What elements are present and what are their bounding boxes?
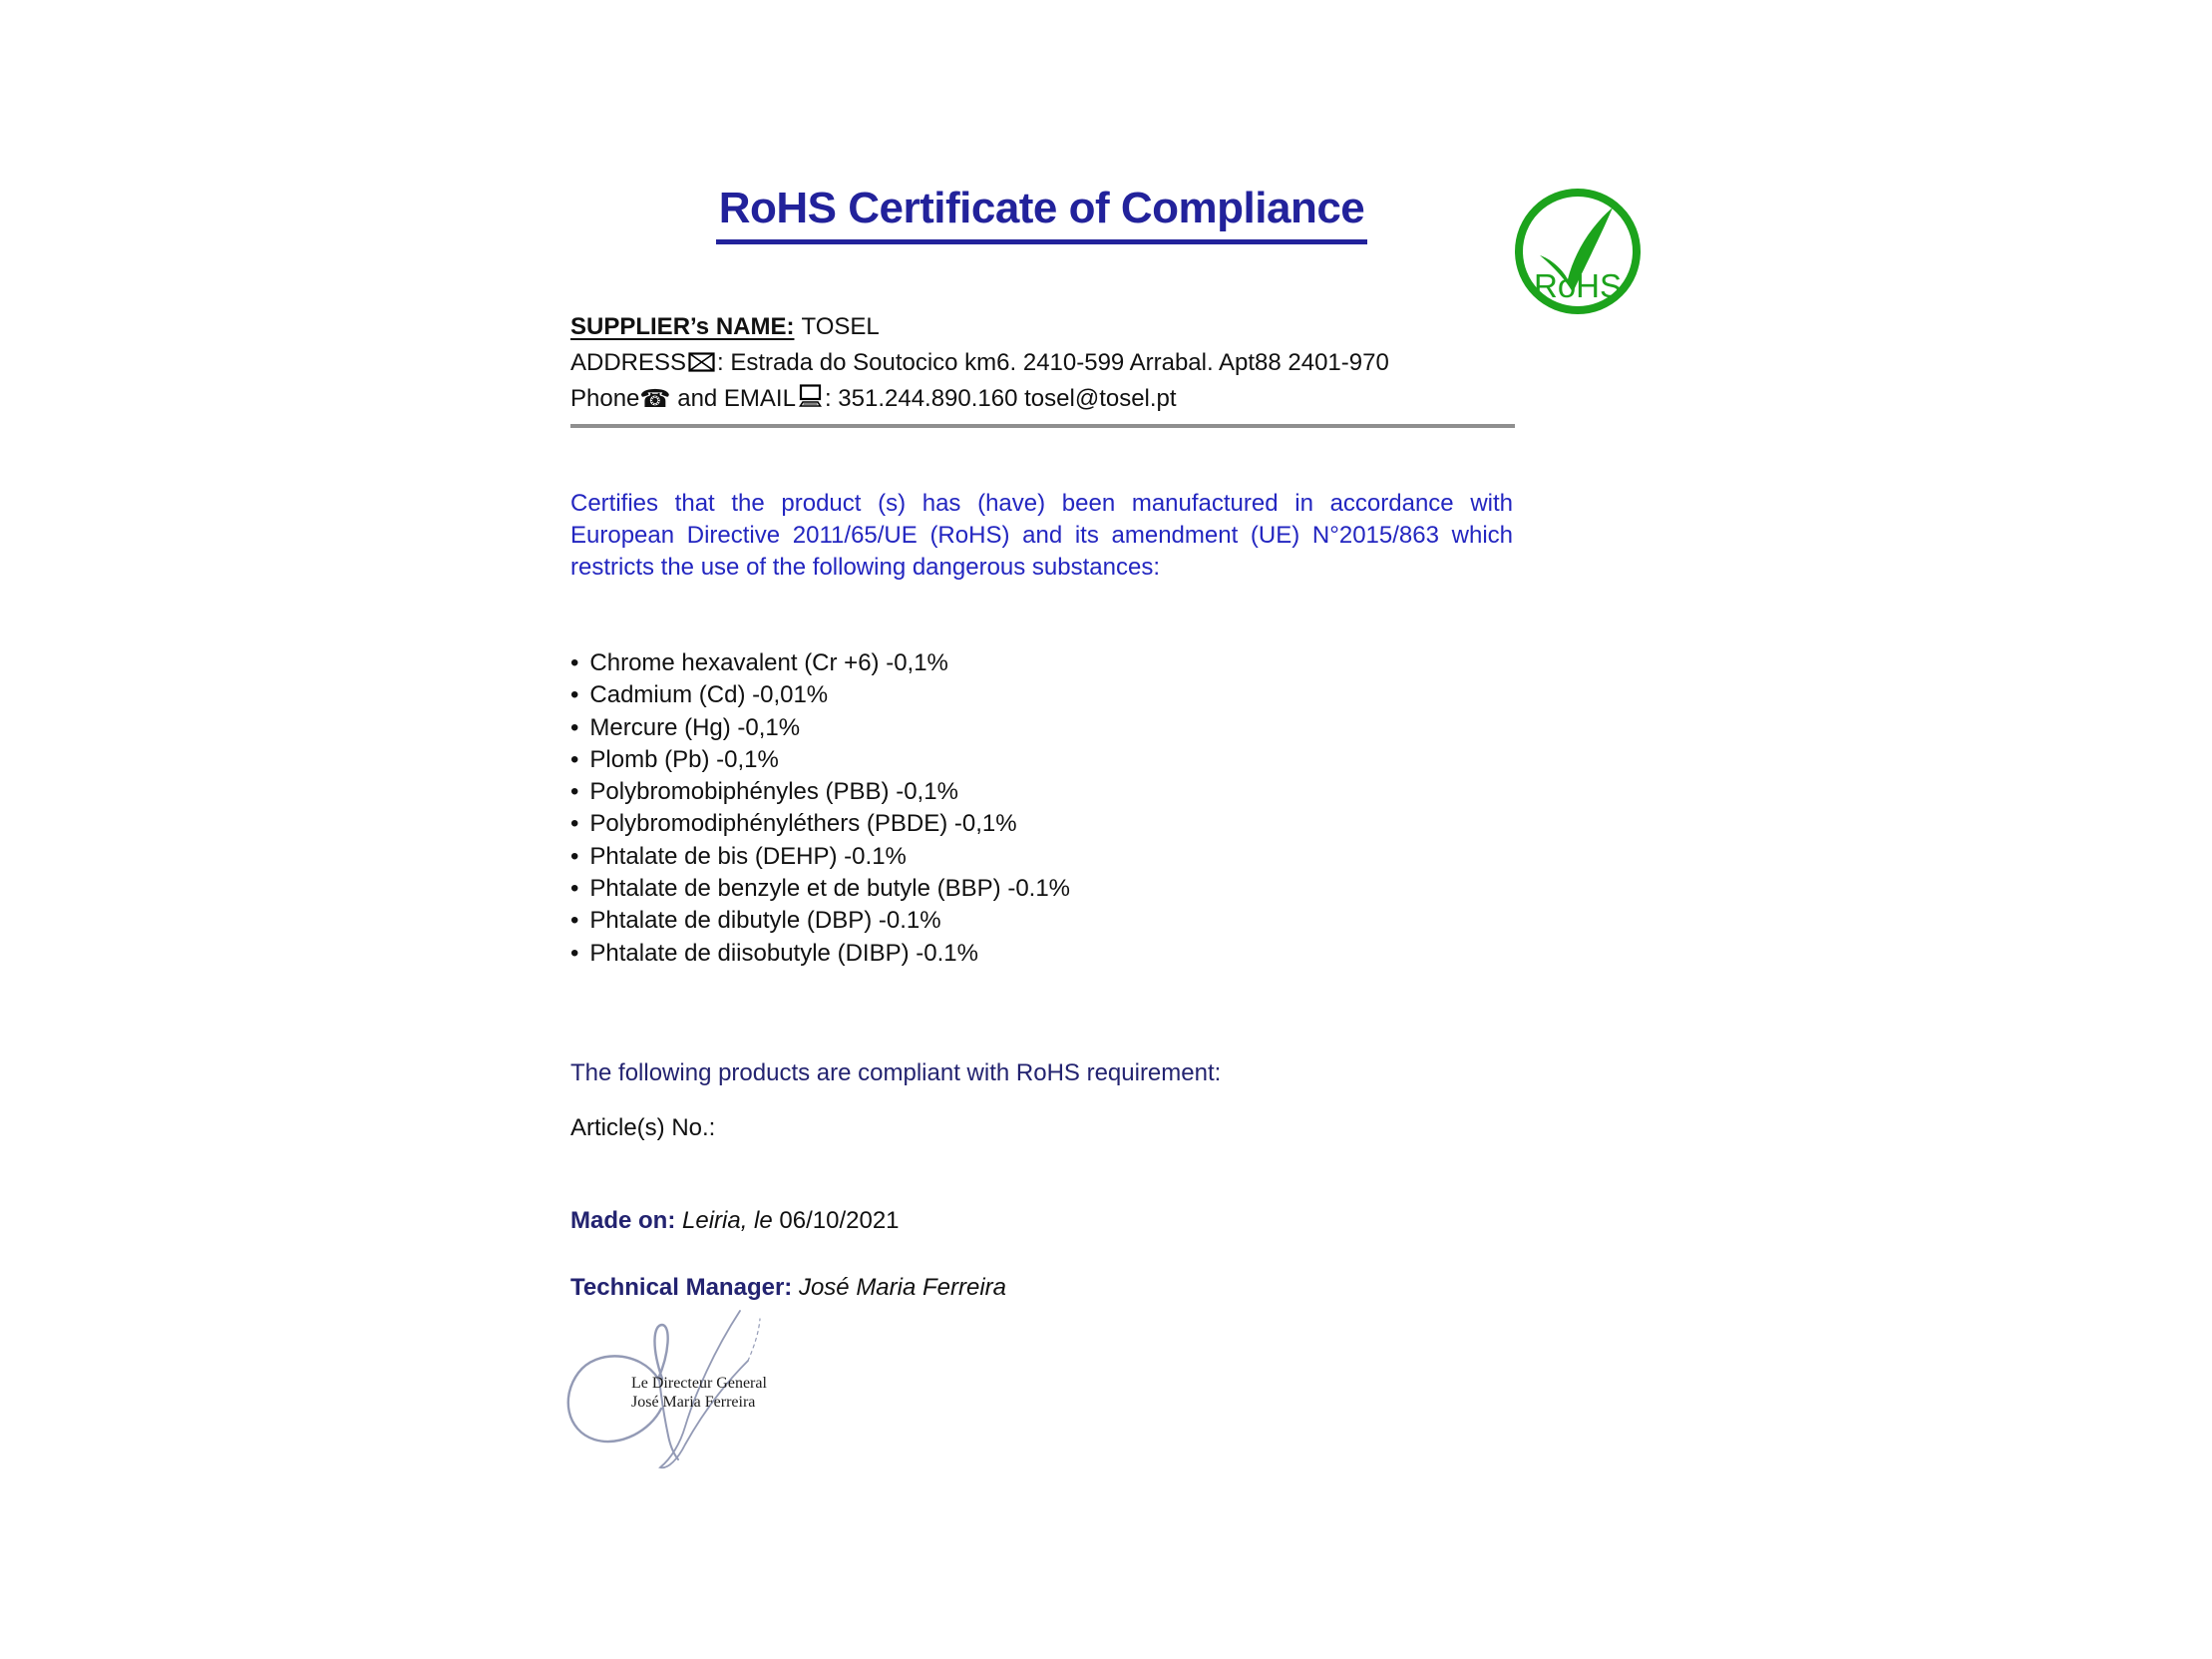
substance-item: • Phtalate de diisobutyle (DIBP) -0.1% bbox=[570, 938, 1513, 970]
substance-item: • Polybromodiphényléthers (PBDE) -0,1% bbox=[570, 808, 1513, 840]
certification-line: European Directive 2011/65/UE (RoHS) and its amendment (UE) N°2015/863 which bbox=[570, 522, 1513, 549]
logo-label: RoHS bbox=[1533, 267, 1623, 304]
signature-title: Le Directeur General bbox=[631, 1375, 767, 1392]
technical-manager-name: José Maria Ferreira bbox=[798, 1274, 1007, 1301]
address-label: ADDRESS bbox=[570, 349, 687, 376]
signature-block bbox=[631, 1375, 767, 1412]
page-title: RoHS Certificate of Compliance bbox=[716, 184, 1368, 244]
technical-manager-label: Technical Manager: bbox=[570, 1274, 793, 1301]
supplier-name-value: TOSEL bbox=[801, 313, 880, 340]
restricted-substances-list bbox=[570, 647, 1513, 970]
signature-name: José Maria Ferreira bbox=[631, 1393, 756, 1411]
made-on-place: Leiria, le bbox=[682, 1207, 773, 1234]
certification-line: restricts the use of the following dangerous substances: bbox=[570, 554, 1160, 581]
substance-item: • Plomb (Pb) -0,1% bbox=[570, 744, 1513, 776]
substance-item: • Mercure (Hg) -0,1% bbox=[570, 712, 1513, 744]
section-divider bbox=[570, 424, 1515, 428]
supplier-address-line bbox=[570, 345, 1389, 381]
certification-paragraph bbox=[570, 488, 1513, 584]
substance-item: • Phtalate de dibutyle (DBP) -0.1% bbox=[570, 905, 1513, 937]
made-on-date: 06/10/2021 bbox=[779, 1207, 900, 1234]
technical-manager-line bbox=[570, 1274, 1006, 1302]
document-header bbox=[570, 184, 1513, 244]
substance-item: • Phtalate de benzyle et de butyle (BBP) -0.1% bbox=[570, 873, 1513, 905]
phone-icon: ☎ bbox=[639, 384, 671, 413]
computer-icon bbox=[798, 384, 823, 408]
substance-item: • Cadmium (Cd) -0,01% bbox=[570, 679, 1513, 711]
supplier-info bbox=[570, 309, 1389, 417]
supplier-name-label: SUPPLIER’s NAME: bbox=[570, 313, 795, 340]
made-on-line bbox=[570, 1207, 900, 1235]
substance-item: • Polybromobiphényles (PBB) -0,1% bbox=[570, 776, 1513, 808]
address-value: : Estrada do Soutocico km6. 2410-599 Arrabal. Apt88 2401-970 bbox=[717, 349, 1389, 376]
email-label: and EMAIL bbox=[670, 385, 796, 412]
contact-value: : 351.244.890.160 tosel@tosel.pt bbox=[824, 385, 1177, 412]
substance-item: • Chrome hexavalent (Cr +6) -0,1% bbox=[570, 647, 1513, 679]
rohs-logo bbox=[1512, 186, 1644, 317]
compliance-statement: The following products are compliant with RoHS requirement: bbox=[570, 1059, 1222, 1086]
rohs-logo-graphic bbox=[1512, 186, 1644, 317]
supplier-name-line bbox=[570, 309, 1389, 345]
made-on-label: Made on: bbox=[570, 1207, 676, 1234]
article-number-label: Article(s) No.: bbox=[570, 1114, 716, 1141]
envelope-icon bbox=[688, 352, 715, 372]
supplier-contact-line bbox=[570, 381, 1389, 417]
certification-line: Certifies that the product (s) has (have) been manufactured in accordance with bbox=[570, 490, 1513, 517]
phone-label: Phone bbox=[570, 385, 640, 412]
substance-item: • Phtalate de bis (DEHP) -0.1% bbox=[570, 841, 1513, 873]
